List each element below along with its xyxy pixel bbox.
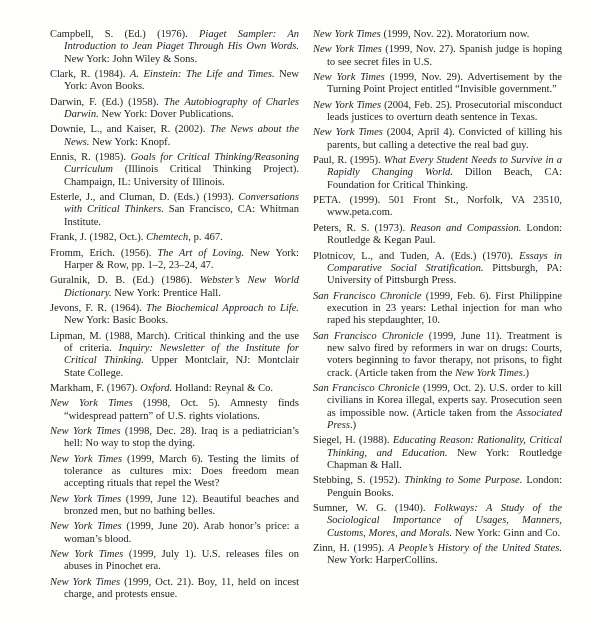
reference-entry <box>50 426 299 451</box>
reference-entry <box>50 331 299 380</box>
reference-entry <box>313 383 562 432</box>
reference-title-italic: Educating Reason: Rationality, Critical Thinking, and Education. <box>327 435 562 459</box>
reference-title-italic: San Francisco Chronicle <box>313 330 424 342</box>
reference-text: New York: Prentice Hall. <box>111 287 221 299</box>
reference-title-italic: The Art of Loving. <box>157 247 245 259</box>
reference-text: .) <box>522 367 529 379</box>
reference-entry <box>313 72 562 97</box>
reference-entry <box>50 248 299 273</box>
reference-text: (1999, June 20). Arab honor’s price: a woman’s blood. <box>64 521 299 545</box>
reference-text: (1999, Oct. 2). U.S. order to kill civilians in Korea illegal, experts say. Prosecution seen as impossible now. (Article taken from the <box>327 382 562 419</box>
reference-text: New York: Avon Books. <box>64 69 299 93</box>
reference-text: Siegel, H. (1988). <box>313 435 393 447</box>
reference-title-italic: Conversations with Critical Thinkers. <box>64 192 299 216</box>
reference-entry <box>50 152 299 189</box>
reference-text: (1999, June 12). Beautiful beaches and bronzed men, but no bathing belles. <box>64 493 299 518</box>
reference-title-italic: Goals for Critical Thinking/Reasoning Curriculum <box>64 152 299 176</box>
reference-text: San Francisco, CA: Whitman Institute. <box>64 204 299 228</box>
reference-text: (1998, Oct. 5). Amnesty finds “widespread pattern” of U.S. rights violations. <box>64 398 299 422</box>
reference-text: Upper Montclair, NJ: Montclair State College. <box>64 355 299 379</box>
reference-title-italic: Folkways: A Study of the Sociological Importance of Usages, Manners, Customs, Mores, and Morals. <box>327 503 562 539</box>
reference-text: Markham, F. (1967). <box>50 382 141 394</box>
reference-title-italic: New York Times <box>455 367 523 379</box>
reference-text: PETA. (1999). 501 Front St., Norfolk, VA 23510, www.peta.com. <box>313 195 562 219</box>
reference-title-italic: Reason and Compassion. <box>410 222 522 234</box>
reference-title-italic: Essays in Comparative Social Stratification. <box>327 250 562 274</box>
reference-text: Downie, L., and Kaiser, R. (2002). <box>50 124 211 136</box>
reference-text: New York: John Wiley & Sons. <box>64 53 198 65</box>
reference-entry <box>50 29 299 66</box>
reference-title-italic: New York Times <box>313 72 385 84</box>
reference-entry <box>50 232 299 244</box>
reference-text: New York: Harper & Row, pp. 1–2, 23–24, 47. <box>64 247 299 271</box>
reference-text: (1999, July 1). U.S. releases files on abuses in Pinochet era. <box>64 549 299 573</box>
reference-title-italic: Piaget Sampler: An Introduction to Jean Piaget Through His Own Words. <box>64 29 299 53</box>
reference-title-italic: Associated Press <box>327 407 562 431</box>
reference-text: Ennis, R. (1985). <box>50 152 131 164</box>
reference-entry <box>313 195 562 220</box>
reference-title-italic: New York Times <box>50 425 121 437</box>
reference-text: Paul, R. (1995). <box>313 155 384 167</box>
reference-entry <box>313 475 562 500</box>
reference-entry <box>50 494 299 519</box>
reference-text: New York: Routledge Chapman & Hall. <box>327 447 562 471</box>
reference-title-italic: New York Times <box>313 44 382 56</box>
reference-entry <box>313 503 562 540</box>
reference-text: Campbell, S. (Ed.) (1976). <box>50 29 200 40</box>
reference-entry <box>313 155 562 192</box>
reference-entry <box>50 454 299 491</box>
reference-text: (1999, June 11). Treatment is new salvo fired by reformers in war on drugs: Courts, voters beginning to favor therapy, not prisons, to fight crack. (Article taken from the <box>327 330 562 379</box>
reference-entry <box>50 124 299 149</box>
reference-text: London: Penguin Books. <box>327 475 562 499</box>
reference-title-italic: New York Times <box>313 29 381 40</box>
reference-text: Stebbing, S. (1952). <box>313 475 405 487</box>
reference-text: Dillon Beach, CA: Foundation for Critical Thinking. <box>327 167 562 191</box>
reference-text: (1999, Oct. 21). Boy, 11, held on incest charge, and protests ensue. <box>64 576 299 601</box>
reference-text: Clark, R. (1984). <box>50 69 130 81</box>
reference-text: Esterle, J., and Cluman, D. (Eds.) (1993). <box>50 192 239 204</box>
reference-text: Sumner, W. G. (1940). <box>313 503 434 515</box>
reference-entry <box>313 44 562 69</box>
reference-title-italic: What Every Student Needs to Survive in a Rapidly Changing World. <box>327 155 562 179</box>
reference-text: (1999, Nov. 22). Moratorium now. <box>380 29 530 40</box>
reference-text: .) <box>349 419 357 431</box>
reference-title-italic: New York Times <box>50 398 133 410</box>
reference-entry <box>313 100 562 125</box>
reference-title-italic: A People’s History of the United States. <box>388 543 562 555</box>
reference-entry <box>313 251 562 288</box>
reference-title-italic: The Autobiography of Charles Darwin. <box>64 96 299 121</box>
reference-text: Pittsburgh, PA: University of Pittsburgh Press. <box>327 262 562 287</box>
reference-text: Darwin, F. (Ed.) (1958). <box>50 96 164 108</box>
reference-entry <box>313 291 562 328</box>
reference-entry <box>313 223 562 248</box>
reference-title-italic: New York Times <box>50 549 124 561</box>
reference-text: Jevons, F. R. (1964). <box>50 302 146 314</box>
reference-entry <box>313 543 562 568</box>
reference-entry <box>313 331 562 380</box>
reference-text: (1999, March 6). Testing the limits of tolerance as cultures mix: Does freedom mean accepting rituals that repel the West? <box>64 453 299 490</box>
reference-text: Holland: Reynal & Co. <box>172 382 273 394</box>
references-column-left <box>50 29 299 624</box>
reference-text: Peters, R. S. (1973). <box>313 222 411 234</box>
reference-text: (1998, Dec. 28). Iraq is a pediatrician’s hell: No way to stop the dying. <box>64 425 299 450</box>
reference-entry <box>50 303 299 328</box>
reference-text: Guralnik, D. B. (Ed.) (1986). <box>50 275 200 287</box>
reference-text: Fromm, Erich. (1956). <box>50 247 158 259</box>
reference-title-italic: New York Times <box>50 453 123 465</box>
reference-entry <box>50 549 299 574</box>
reference-title-italic: San Francisco Chronicle <box>313 382 420 394</box>
reference-entry <box>50 275 299 300</box>
reference-text: (Illinois Critical Thinking Project). Champaign, IL: University of Illinois. <box>64 164 299 188</box>
reference-text: (1999, Nov. 27). Spanish judge is hoping to see secret files in U.S. <box>327 44 562 68</box>
reference-entry <box>50 97 299 122</box>
reference-title-italic: San Francisco Chronicle <box>313 290 422 302</box>
reference-entry <box>313 127 562 152</box>
reference-text: Zinn, H. (1995). <box>313 543 389 555</box>
reference-title-italic: Inquiry: Newsletter of the Institute for Critical Thinking. <box>64 342 300 367</box>
reference-title-italic: New York Times <box>313 99 382 111</box>
reference-text: Frank, J. (1982, Oct.). <box>50 232 147 244</box>
reference-text: London: Routledge & Kegan Paul. <box>327 222 562 247</box>
reference-title-italic: New York Times <box>50 576 121 588</box>
reference-entry <box>50 521 299 546</box>
reference-title-italic: The News about the News. <box>64 124 299 148</box>
reference-entry <box>50 69 299 94</box>
reference-text: New York: Dover Publications. <box>98 109 234 121</box>
reference-title-italic: Oxford. <box>140 382 173 394</box>
reference-text: New York: Ginn and Co. <box>452 527 561 539</box>
reference-text: Plotnicov, L., and Tuden, A. (Eds.) (1970). <box>313 250 520 262</box>
reference-text: New York: Knopf. <box>89 136 171 148</box>
reference-title-italic: New York Times <box>50 521 122 533</box>
reference-entry <box>50 192 299 229</box>
reference-text: New York: HarperCollins. <box>327 555 438 567</box>
reference-text: (2004, Feb. 25). Prosecutorial misconduct leads justices to overturn death sentence in Texas. <box>327 99 562 124</box>
reference-title-italic: Thinking to Some Purpose. <box>404 475 523 487</box>
reference-entry <box>313 29 562 41</box>
reference-title-italic: Webster’s New World Dictionary. <box>64 275 300 299</box>
reference-text: Lipman, M. (1988, March). Critical thinking and the use of criteria. <box>50 330 299 354</box>
reference-text: (1999, Nov. 29). Advertisement by the Turning Point Project entitled “Invisible government.” <box>327 72 562 96</box>
reference-title-italic: The Biochemical Approach to Life. <box>145 302 299 314</box>
reference-text: , p. 467. <box>188 232 223 244</box>
reference-text: (2004, April 4). Convicted of killing his parents, but calling a detective the real bad guy. <box>327 127 562 151</box>
reference-title-italic: New York Times <box>50 493 122 505</box>
reference-entry <box>50 577 299 602</box>
reference-title-italic: Chemtech <box>146 232 189 244</box>
reference-entry <box>50 398 299 423</box>
reference-title-italic: New York Times <box>313 127 383 139</box>
reference-entry <box>313 435 562 472</box>
references-column-right <box>313 29 562 624</box>
reference-entry <box>50 383 299 395</box>
reference-text: (1999, Feb. 6). First Philippine execution in 23 years: Lethal injection for man who raped his stepdaughter, 10. <box>327 290 562 327</box>
reference-title-italic: A. Einstein: The Life and Times. <box>129 69 275 81</box>
reference-text: New York: Basic Books. <box>64 315 169 327</box>
